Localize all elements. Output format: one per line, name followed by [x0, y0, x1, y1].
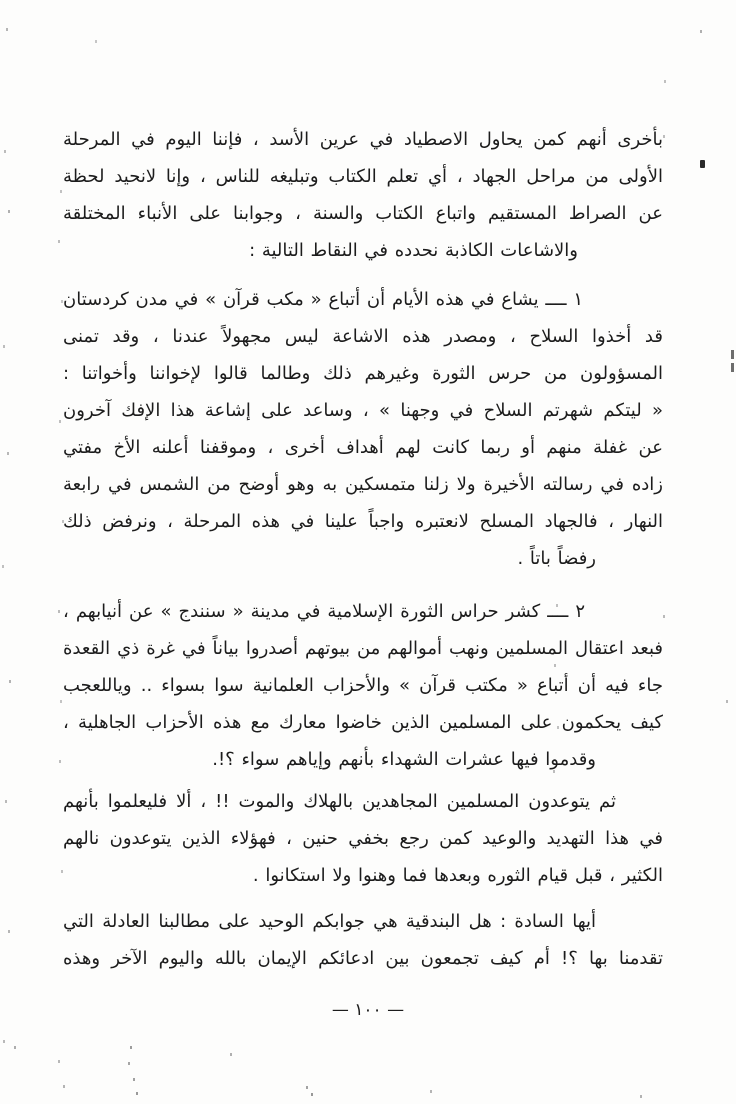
text-line: والاشاعات الكاذبة نحدده في النقاط التالية : [249, 240, 578, 261]
paragraph [63, 903, 663, 977]
text-line: ثم يتوعدون المسلمين المجاهدين بالهلاك والموت !! ، ألا فليعلموا بأنهم [63, 791, 616, 812]
text-line: عن الصراط المستقيم واتباع الكتاب والسنة ، وجوابنا على الأنباء المختلقة [63, 203, 663, 224]
scan-noise-specks [0, 0, 2, 3]
text-line: بأخرى أنهم كمن يحاول الاصطياد في عرين الأسد ، فإننا اليوم في المرحلة [63, 129, 663, 150]
text-line: النهار ، فالجهاد المسلح لانعتبره واجباً علينا في هذه المرحلة ، ونرفض ذلك [63, 511, 663, 532]
text-line: الكثير ، قبل قيام الثوره وبعدها فما وهنوا ولا استكانوا . [252, 865, 663, 886]
text-line: وقدموا فيها عشرات الشهداء بأنهم وإياهم سواء ؟!. [212, 749, 596, 770]
text-line: زاده في رسالته الأخيرة ولا زلنا متمسكين به وهو أوضح من الشمس في رابعة [63, 474, 663, 495]
text-line: أيها السادة : هل البندقية هي جوابكم الوحيد على مطالبنا العادلة التي [63, 911, 596, 932]
text-line: « ليتكم شهرتم السلاح في وجهنا » ، وساعد على إشاعة هذا الإفك آخرون [63, 400, 663, 421]
text-line: جاء فيه أن أتباع « مكتب قرآن » والأحزاب العلمانية سوا بسواء .. وياللعجب [63, 675, 663, 696]
text-line: فبعد اعتقال المسلمين ونهب أموالهم من بيوتهم أصدروا بياناً في غرة ذي القعدة [63, 638, 663, 659]
paragraph [63, 593, 663, 778]
text-line: ٢ ــــ كشر حراس الثورة الإسلامية في مدينة « سنندج » عن أنيابهم ، [63, 601, 585, 622]
text-line: عن غفلة منهم أو ربما كانت لهم أهداف أخرى ، وموقفنا أعلنه الأخ مفتي [63, 437, 663, 458]
text-line: كيف يحكمون على المسلمين الذين خاضوا معارك مع هذه الأحزاب الجاهلية ، [63, 712, 663, 733]
text-line: المسؤولون من حرس الثورة وغيرهم ذلك وطالما قالوا لإخواننا وأخواتنا : [63, 363, 663, 384]
text-line: رفضاً باتاً . [517, 548, 596, 569]
text-line: الأولى من مراحل الجهاد ، أي تعلم الكتاب وتبليغه للناس ، وإنا لانحيد لحظة [63, 166, 663, 187]
page-number: — ١٠٠ — [331, 1000, 405, 1020]
paragraph [63, 783, 663, 894]
document-text-block [63, 121, 663, 977]
text-line: قد أخذوا السلاح ، ومصدر هذه الاشاعة ليس مجهولاً عندنا ، وقد تمنى [63, 326, 663, 347]
text-line: في هذا التهديد والوعيد كمن رجع بخفي حنين ، فهؤلاء الذين يتوعدون نالهم [63, 828, 663, 849]
paragraph [63, 121, 663, 269]
text-line: ١ ــــ يشاع في هذه الأيام أن أتباع « مكب قرآن » في مدن كردستان [63, 289, 583, 310]
page-edge-mark [731, 350, 734, 376]
paragraph [63, 281, 663, 577]
ink-blot-mark [700, 160, 705, 168]
text-line: تقدمنا بها ؟! أم كيف تجمعون بين ادعائكم الإيمان بالله واليوم الآخر وهذه [63, 948, 663, 969]
